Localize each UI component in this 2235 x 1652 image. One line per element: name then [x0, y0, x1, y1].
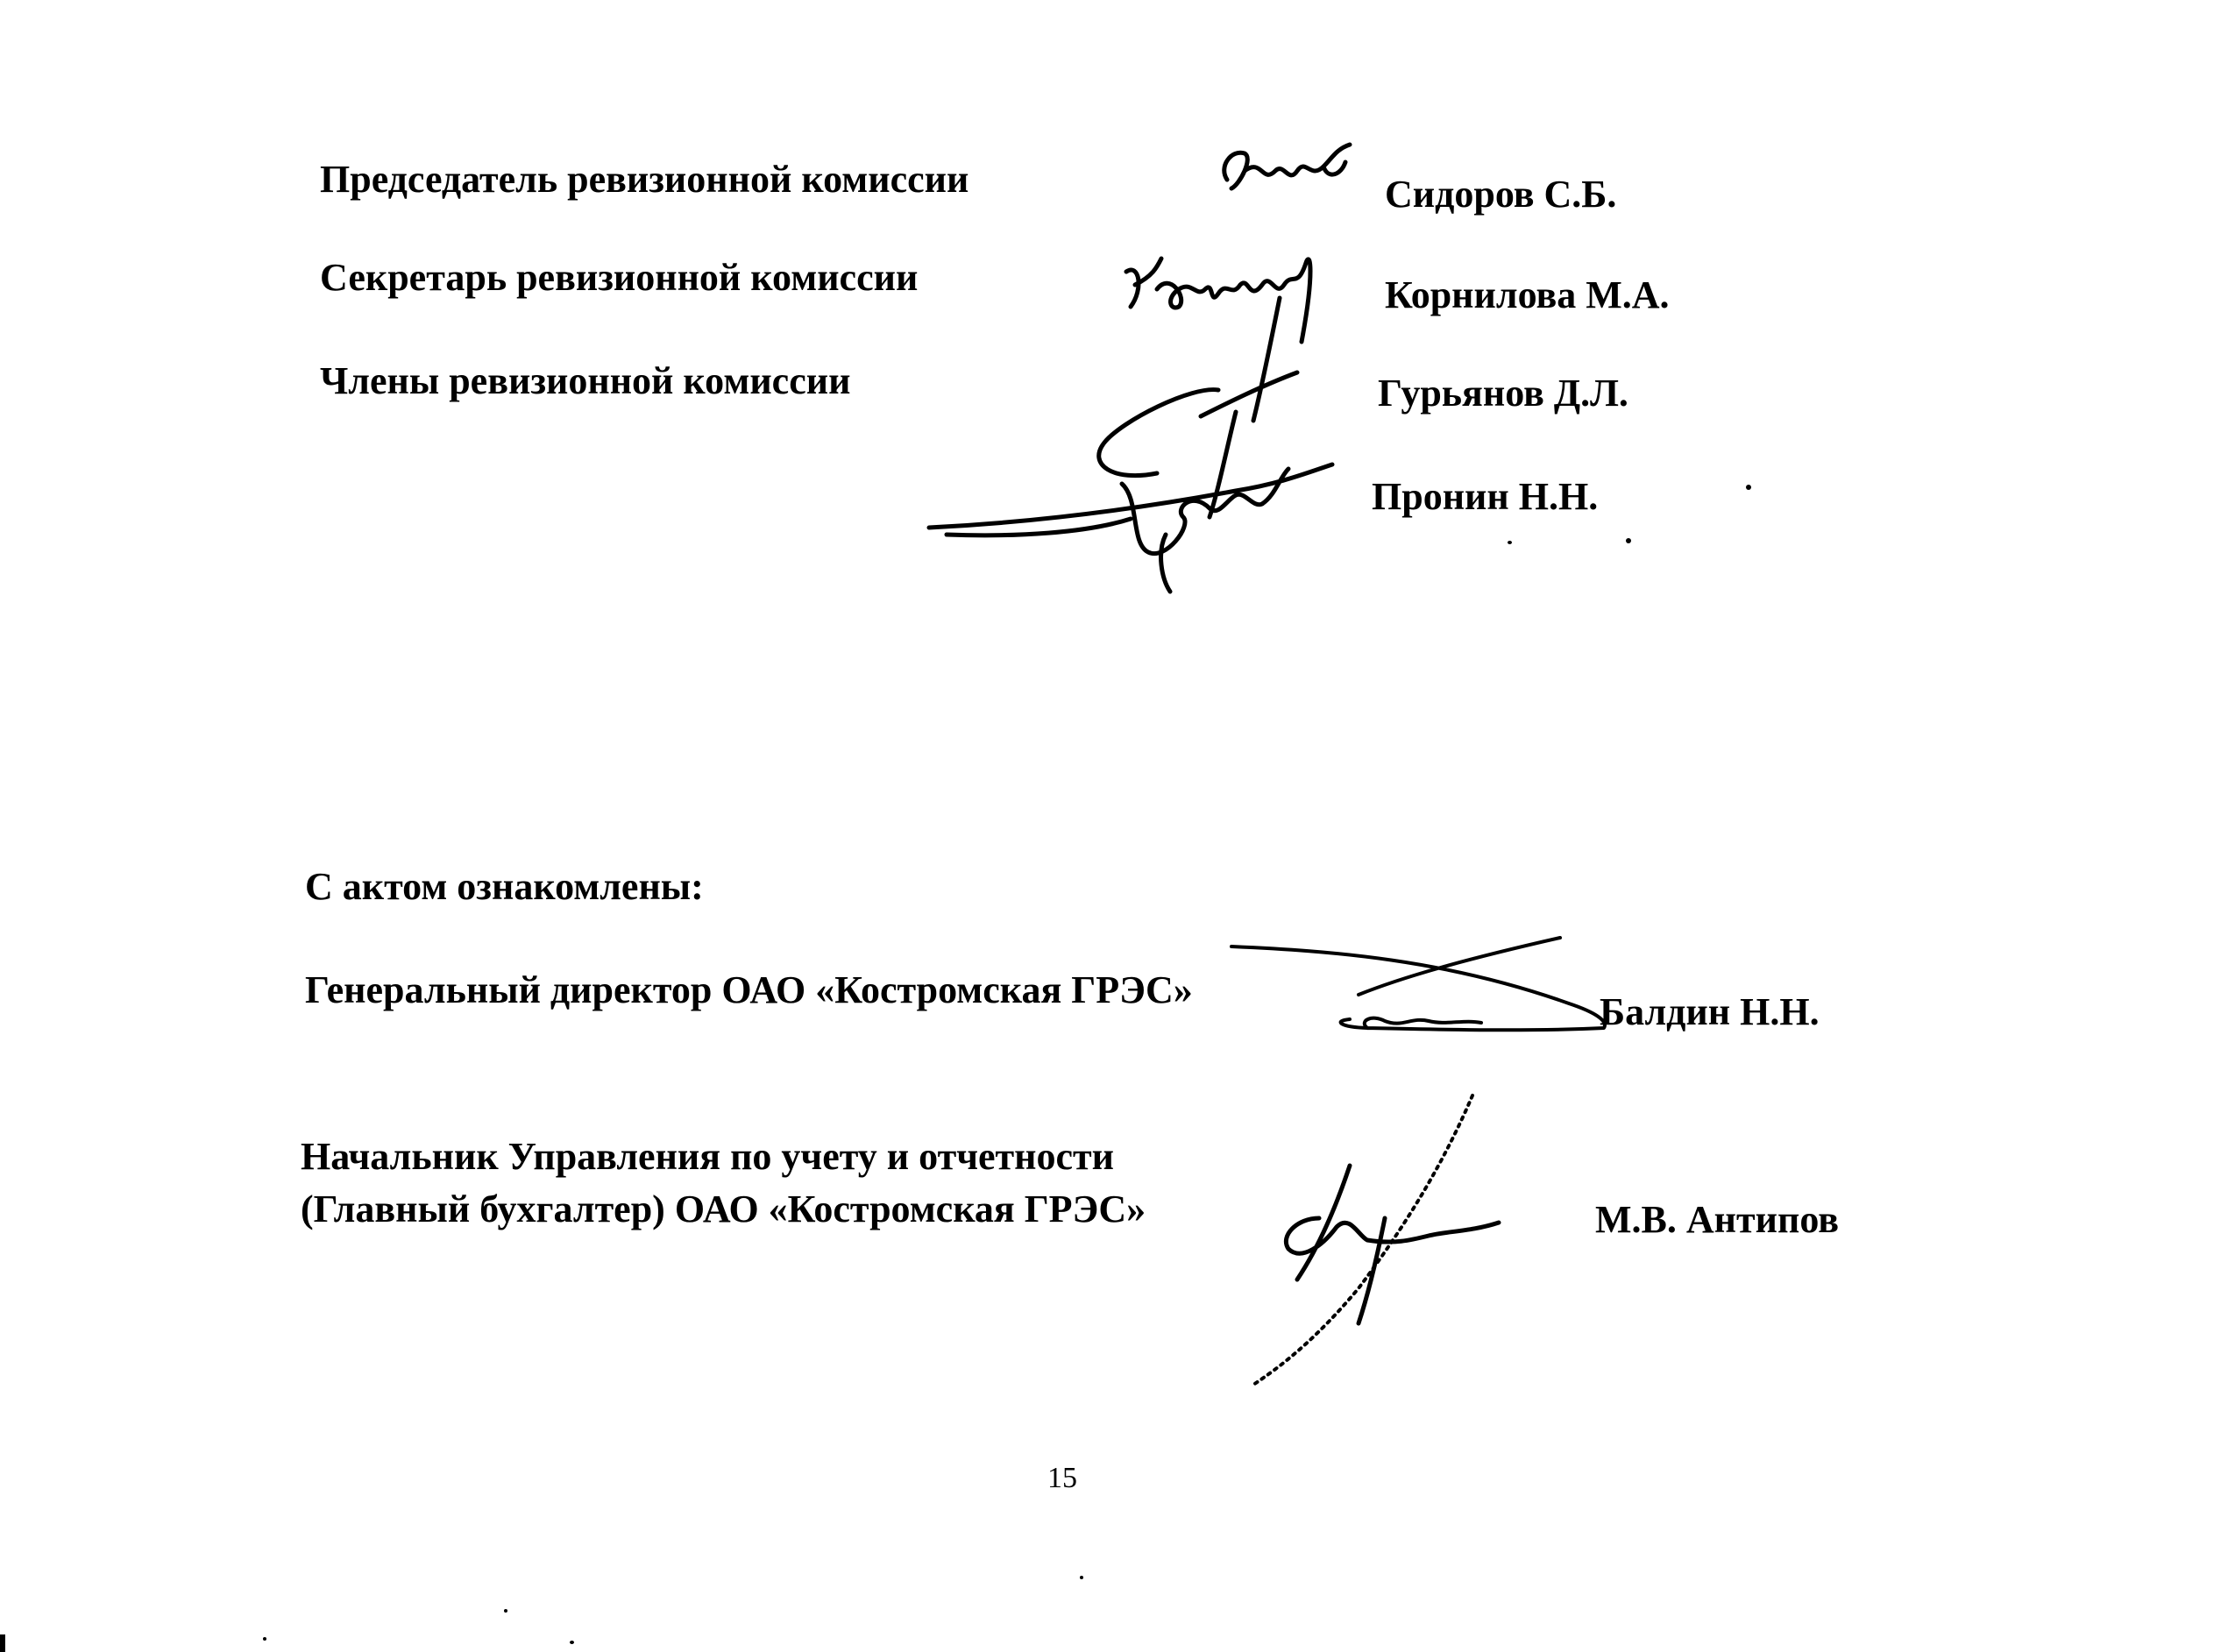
members-role: Члены ревизионной комиссии — [320, 359, 851, 402]
chair-role: Председатель ревизионной комиссии — [320, 158, 969, 201]
accountant-role-line1: Начальник Управления по учету и отчетности — [301, 1135, 1114, 1178]
scan-speck — [1746, 485, 1751, 490]
member2-name: Пронин Н.Н. — [1372, 475, 1599, 518]
scan-speck — [1626, 538, 1631, 543]
director-name: Балдин Н.Н. — [1600, 990, 1820, 1033]
accountant-name: М.В. Антипов — [1595, 1198, 1839, 1241]
scan-edge-mark — [0, 1634, 5, 1652]
secretary-role: Секретарь ревизионной комиссии — [320, 256, 919, 299]
director-signature — [1227, 933, 1613, 1039]
scan-speck — [504, 1609, 507, 1613]
page-number: 15 — [1047, 1462, 1077, 1494]
scan-speck — [570, 1641, 574, 1644]
accountant-signature — [1183, 1087, 1551, 1393]
chair-signature — [1192, 131, 1367, 219]
member1-name: Гурьянов Д.Л. — [1378, 372, 1628, 415]
scan-speck — [1080, 1576, 1083, 1579]
secretary-name: Корнилова М.А. — [1385, 273, 1670, 316]
scan-speck — [1508, 541, 1512, 544]
acknowledged-heading: С актом ознакомлены: — [305, 865, 704, 908]
accountant-role-line2: (Главный бухгалтер) ОАО «Костромская ГРЭС» — [301, 1188, 1146, 1230]
chair-name: Сидоров С.Б. — [1385, 173, 1617, 216]
scan-speck — [263, 1637, 266, 1641]
director-role: Генеральный директор ОАО «Костромская ГРЭС» — [305, 968, 1193, 1011]
members-signature — [929, 289, 1332, 596]
